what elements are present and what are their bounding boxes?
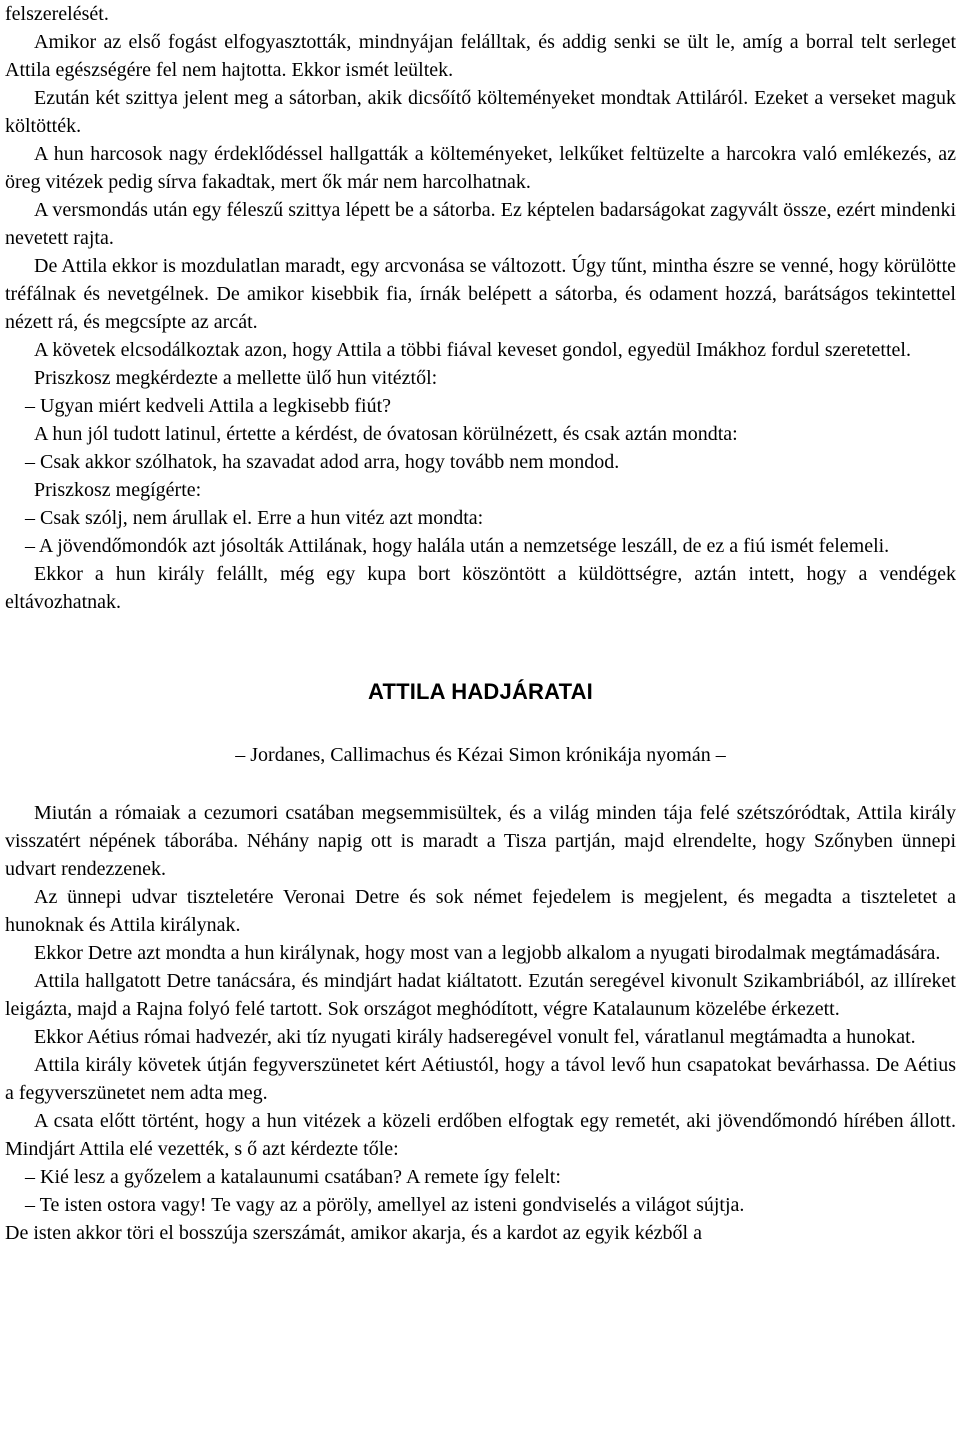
paragraph: Ekkor a hun király felállt, még egy kupa bort köszöntött a küldöttségre, aztán intett, hogy a vendégek eltávozhatnak. bbox=[5, 563, 956, 613]
paragraph: Ekkor Detre azt mondta a hun királynak, hogy most van a legjobb alkalom a nyugati birodalmak megtámadására. bbox=[34, 942, 941, 964]
paragraph: Ezután két szittya jelent meg a sátorban, akik dicsőítő költeményeket mondtak Attiláról. Ezeket a verseket maguk költötték. bbox=[5, 87, 956, 137]
paragraph: Amikor az első fogást elfogyasztották, mindnyájan felálltak, és addig senki se ült le, amíg a borral telt serleget Attila egészségére fel nem hajtotta. Ekkor ismét leültek. bbox=[5, 31, 956, 81]
paragraph: A csata előtt történt, hogy a hun vitézek a közeli erdőben elfogtak egy remetét, aki jövendőmondó hírében állott. Mindjárt Attila elé vezették, s ő azt kérdezte tőle: bbox=[5, 1110, 956, 1160]
paragraph: Az ünnepi udvar tiszteletére Veronai Detre és sok német fejedelem is megjelent, és megadta a tiszteletet a hunoknak és Attila királynak. bbox=[5, 886, 956, 936]
dialogue-line: – Kié lesz a győzelem a katalaunumi csatában? A remete így felelt: bbox=[25, 1166, 561, 1188]
paragraph: Attila hallgatott Detre tanácsára, és mindjárt hadat kiáltatott. Ezután seregével kivonult Szikambriából, az illíreket leigázta, majd a Rajna folyó felé tartott. Sok országot meghódított, végre Katalaunum közelébe érkezett. bbox=[5, 970, 956, 1020]
paragraph: Priszkosz megkérdezte a mellette ülő hun vitéztől: bbox=[34, 367, 438, 389]
paragraph: A hun harcosok nagy érdeklődéssel hallgatták a költeményeket, lelkűket feltüzelte a harcokra való emlékezés, az öreg vitézek pedig sírva fakadtak, mert ők már nem harcolhatnak. bbox=[5, 143, 956, 193]
paragraph: A versmondás után egy féleszű szittya lépett be a sátorba. Ez képtelen badarságokat zagyvált össze, ezért mindenki nevetett rajta. bbox=[5, 199, 956, 249]
dialogue-line: – Csak akkor szólhatok, ha szavadat adod arra, hogy tovább nem mondod. bbox=[25, 451, 620, 473]
chapter-body bbox=[5, 799, 956, 1247]
dialogue-line: – Csak szólj, nem árullak el. Erre a hun vitéz azt mondta: bbox=[25, 507, 484, 529]
document-page bbox=[5, 0, 956, 1247]
chapter-title: ATTILA HADJÁRATAI bbox=[367, 679, 593, 704]
dialogue-line: – Ugyan miért kedveli Attila a legkisebb fiút? bbox=[25, 395, 392, 417]
chapter-subtitle: – Jordanes, Callimachus és Kézai Simon krónikája nyomán – bbox=[235, 744, 726, 766]
paragraph: De isten akkor töri el bosszúja szerszámát, amikor akarja, és a kardot az egyik kézből a bbox=[5, 1222, 702, 1244]
paragraph: A hun jól tudott latinul, értette a kérdést, de óvatosan körülnézett, és csak aztán mondta: bbox=[34, 423, 738, 445]
paragraph: Attila király követek útján fegyverszünetet kért Aétiustól, hogy a távol levő hun csapatokat bevárhassa. De Aétius a fegyverszünetet nem adta meg. bbox=[5, 1054, 956, 1104]
paragraph: De Attila ekkor is mozdulatlan maradt, egy arcvonása se változott. Úgy tűnt, mintha észre se venné, hogy körülötte tréfálnak és nevetgélnek. De amikor kisebbik fia, írnák belépett a sátorba, és odament hozzá, barátságos tekintettel nézett rá, és megcsípte az arcát. bbox=[5, 255, 956, 333]
paragraph: A követek elcsodálkoztak azon, hogy Attila a többi fiával keveset gondol, egyedül Imákhoz fordul szeretettel. bbox=[34, 339, 911, 361]
paragraph: Priszkosz megígérte: bbox=[34, 479, 202, 501]
dialogue-line: – Te isten ostora vagy! Te vagy az a pöröly, amellyel az isteni gondviselés a világot sújtja. bbox=[25, 1194, 745, 1216]
paragraph: felszerelését. bbox=[5, 3, 109, 25]
chapter-body-top bbox=[5, 0, 956, 616]
dialogue-line: – A jövendőmondók azt jósolták Attilának, hogy halála után a nemzetsége leszáll, de ez a fiú ismét felemeli. bbox=[25, 535, 890, 557]
paragraph: Ekkor Aétius római hadvezér, aki tíz nyugati király hadseregével vonult fel, váratlanul megtámadta a hunokat. bbox=[34, 1026, 916, 1048]
paragraph: Miután a rómaiak a cezumori csatában megsemmisültek, és a világ minden tája felé szétszóródtak, Attila király visszatért népének táborába. Néhány napig ott is maradt a Tisza partján, majd elrendelte, hogy Szőnyben ünnepi udvart rendezzenek. bbox=[5, 802, 956, 880]
